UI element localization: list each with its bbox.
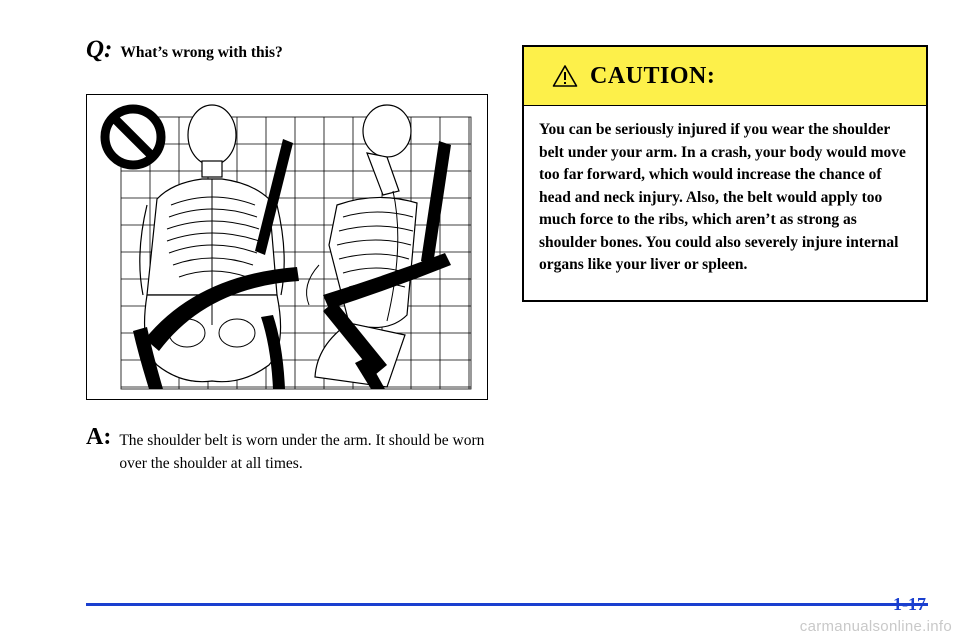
answer-text: The shoulder belt is worn under the arm. It should be worn over the shoulder at all times. [119,432,485,472]
question-letter: Q: [86,36,113,63]
caution-box [522,45,928,302]
skeleton-belt-drawing [87,95,487,399]
caution-header [524,47,926,106]
footer-rule [86,603,928,606]
caution-text: You can be seriously injured if you wear the shoulder belt under your arm. In a crash, your body would move too far forward, which would increase the chance of head and neck injury. Also, the belt would apply too much force to the ribs, which aren’t as strong as shoulder bones. You could also severely injure internal organs like your liver or spleen. [539,121,906,273]
answer-letter: A: [86,424,112,450]
question [86,36,283,64]
watermark: carmanualsonline.info [799,618,952,635]
caution-title: CAUTION: [590,62,716,89]
question-text: What’s wrong with this? [120,44,283,61]
prohibited-icon [105,109,161,165]
seatbelt-illustration [86,94,488,400]
warning-triangle-icon [552,64,578,88]
page-number: 1-17 [893,594,926,614]
answer [86,424,496,475]
